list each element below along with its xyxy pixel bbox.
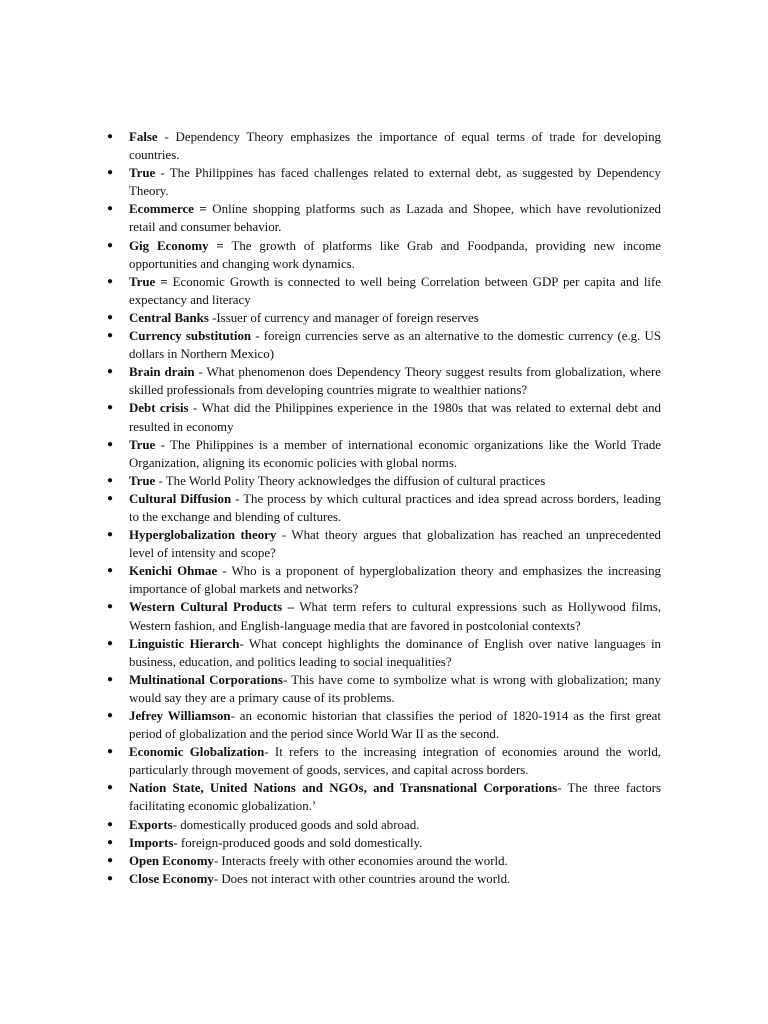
item-description: What term refers to cultural expressions such as Hollywood films, Western fashion, and English-language media that are favored in postcolonial contexts? bbox=[129, 600, 661, 633]
list-item bbox=[105, 399, 661, 435]
bullet-icon: ● bbox=[107, 637, 114, 649]
bullet-icon: ● bbox=[107, 565, 114, 577]
bullet-icon: ● bbox=[107, 529, 114, 541]
bullet-icon: ● bbox=[107, 311, 114, 323]
item-term: Imports bbox=[129, 835, 174, 850]
item-term: Western Cultural Products – bbox=[129, 600, 295, 615]
item-term: Open Economy bbox=[129, 853, 214, 868]
list-item bbox=[105, 779, 661, 815]
bullet-icon: ● bbox=[107, 275, 114, 287]
bullet-icon: ● bbox=[107, 366, 114, 378]
item-description: Online shopping platforms such as Lazada and Shopee, which have revolutionized retail and consumer behavior. bbox=[129, 202, 661, 235]
bullet-icon: ● bbox=[107, 402, 114, 414]
item-description: - domestically produced goods and sold abroad. bbox=[172, 817, 420, 832]
list-item bbox=[105, 562, 661, 598]
bullet-icon: ● bbox=[107, 872, 114, 884]
item-description: - Who is a proponent of hyperglobalization theory and emphasizes the increasing importance of global markets and networks? bbox=[129, 564, 661, 597]
list-item bbox=[105, 472, 661, 490]
list-item bbox=[105, 436, 661, 472]
item-term: False bbox=[129, 130, 158, 144]
item-term: True bbox=[129, 473, 156, 488]
item-description: - The Philippines is a member of international economic organizations like the World Trade Organization, aligning its economic policies with global norms. bbox=[129, 437, 661, 470]
item-description: The growth of platforms like Grab and Foodpanda, providing new income opportunities and changing work dynamics. bbox=[129, 238, 661, 271]
item-term: True bbox=[129, 166, 156, 181]
item-term: Central Banks bbox=[129, 310, 209, 325]
item-term: True = bbox=[129, 274, 168, 289]
item-term: Nation State, United Nations and NGOs, and Transnational Corporations bbox=[129, 781, 558, 796]
list-item bbox=[105, 273, 661, 309]
item-description: Economic Growth is connected to well being Correlation between GDP per capita and life expectancy and literacy bbox=[129, 274, 661, 307]
bullet-icon: ● bbox=[107, 438, 114, 450]
item-term: Kenichi Ohmae bbox=[129, 564, 218, 579]
item-description: - The Philippines has faced challenges related to external debt, as suggested by Dependency Theory. bbox=[129, 166, 661, 199]
item-description: - It refers to the increasing integration of economies around the world, particularly through movement of goods, services, and capital across borders. bbox=[129, 745, 661, 778]
item-term: True bbox=[129, 437, 156, 452]
list-item bbox=[105, 671, 661, 707]
list-item bbox=[105, 164, 661, 200]
item-term: Linguistic Hierarch bbox=[129, 636, 240, 651]
bullet-icon: ● bbox=[107, 167, 114, 179]
item-description: - This have come to symbolize what is wrong with globalization; many would say they are a primary cause of its problems. bbox=[129, 672, 661, 705]
item-term: Jefrey Williamson bbox=[129, 709, 231, 723]
item-term: Brain drain bbox=[129, 365, 195, 380]
list-item bbox=[105, 743, 661, 779]
bullet-icon: ● bbox=[107, 746, 114, 758]
bullet-icon: ● bbox=[107, 492, 114, 504]
bullet-icon: ● bbox=[107, 131, 114, 142]
bullet-icon: ● bbox=[107, 203, 114, 215]
item-term: Multinational Corporations bbox=[129, 672, 283, 687]
item-description: - The World Polity Theory acknowledges the diffusion of cultural practices bbox=[155, 473, 546, 488]
item-term: Gig Economy = bbox=[129, 238, 224, 253]
list-item bbox=[105, 852, 661, 870]
list-item bbox=[105, 237, 661, 273]
item-description: - The three factors facilitating economic globalization.’ bbox=[129, 781, 661, 814]
list-item bbox=[105, 870, 661, 888]
list-item bbox=[105, 490, 661, 526]
item-term: Exports bbox=[129, 817, 173, 832]
item-term: Close Economy bbox=[129, 871, 214, 886]
list-item bbox=[105, 128, 661, 164]
bullet-icon: ● bbox=[107, 836, 114, 848]
item-description: - foreign-produced goods and sold domestically. bbox=[173, 835, 423, 850]
item-description: - Interacts freely with other economies around the world. bbox=[213, 853, 508, 868]
item-description: - What phenomenon does Dependency Theory suggest results from globalization, where skilled professionals from developing countries migrate to wealthier nations? bbox=[129, 365, 662, 398]
bullet-icon: ● bbox=[107, 854, 114, 866]
list-item bbox=[105, 327, 661, 363]
item-description: - Does not interact with other countries around the world. bbox=[213, 871, 511, 886]
bullet-icon: ● bbox=[107, 818, 114, 830]
bullet-icon: ● bbox=[107, 673, 114, 685]
bullet-icon: ● bbox=[107, 710, 114, 721]
item-description: - an economic historian that classifies the period of 1820-1914 as the first great period of globalization and the period since World War II as the second. bbox=[129, 709, 661, 742]
bullet-icon: ● bbox=[107, 601, 114, 613]
item-term: Currency substitution bbox=[129, 329, 252, 344]
item-term: Ecommerce = bbox=[129, 202, 207, 217]
bullet-icon: ● bbox=[107, 474, 114, 486]
item-description: - What did the Philippines experience in the 1980s that was related to external debt and resulted in economy bbox=[129, 401, 661, 434]
item-description: - What concept highlights the dominance of English over native languages in business, education, and politics leading to social inequalities? bbox=[129, 636, 661, 669]
item-description: - foreign currencies serve as an alternative to the domestic currency (e.g. US dollars in Northern Mexico) bbox=[129, 329, 661, 362]
list-item bbox=[105, 363, 661, 399]
bullet-list bbox=[105, 128, 661, 888]
item-term: Economic Globalization bbox=[129, 745, 265, 760]
item-description: -Issuer of currency and manager of foreign reserves bbox=[208, 310, 479, 325]
list-item bbox=[105, 598, 661, 634]
list-item bbox=[105, 707, 661, 743]
item-term: Cultural Diffusion bbox=[129, 491, 232, 506]
item-description: - What theory argues that globalization has reached an unprecedented level of intensity and scope? bbox=[129, 528, 661, 561]
list-item bbox=[105, 200, 661, 236]
bullet-icon: ● bbox=[107, 239, 114, 251]
bullet-icon: ● bbox=[107, 330, 114, 342]
bullet-icon: ● bbox=[107, 782, 114, 794]
item-term: Hyperglobalization theory bbox=[129, 528, 277, 543]
item-term: Debt crisis bbox=[129, 401, 189, 416]
list-item bbox=[105, 834, 661, 852]
list-item bbox=[105, 635, 661, 671]
item-description: - Dependency Theory emphasizes the importance of equal terms of trade for developing countries. bbox=[129, 130, 661, 163]
item-description: - The process by which cultural practices and idea spread across borders, leading to the exchange and blending of cultures. bbox=[129, 491, 662, 524]
list-item bbox=[105, 309, 661, 327]
list-item bbox=[105, 526, 661, 562]
list-item bbox=[105, 816, 661, 834]
